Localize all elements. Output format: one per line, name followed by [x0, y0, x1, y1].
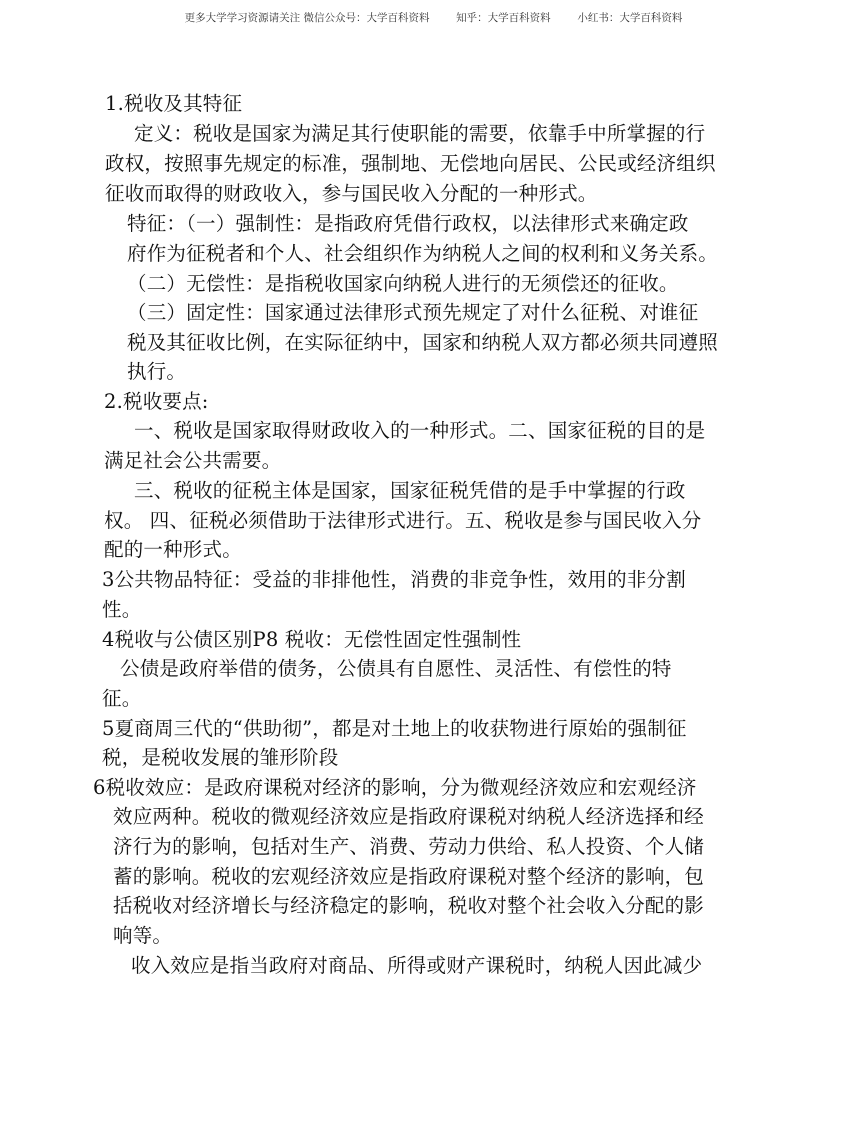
- text-line: 权。 四、征税必须借助于法律形式进行。五、税收是参与国民收入分: [104, 509, 702, 532]
- text-line: 效应两种。税收的微观经济效应是指政府课税对纳税人经济选择和经: [113, 805, 705, 828]
- text-line: 济行为的影响，包括对生产、消费、劳动力供给、私人投资、个人储: [113, 835, 705, 858]
- text-line: 征。: [102, 687, 142, 710]
- text-line: 3公共物品特征：受益的非排他性，消费的非竞争性，效用的非分割: [102, 568, 686, 591]
- text-line: 执行。: [127, 360, 187, 383]
- text-line: 府作为征税者和个人、社会组织作为纳税人之间的权利和义务关系。: [127, 242, 719, 265]
- text-line: 征收而取得的财政收入，参与国民收入分配的一种形式。: [105, 182, 598, 205]
- text-line: 6税收效应：是政府课税对经济的影响，分为微观经济效应和宏观经济: [93, 776, 697, 799]
- text-line: 1.税收及其特征: [105, 92, 243, 115]
- header-xiaohongshu: 小红书：大学百科资料: [577, 12, 683, 24]
- text-line: 税，是税收发展的雏形阶段: [102, 746, 339, 769]
- text-line: 税及其征收比例，在实际征纳中，国家和纳税人双方都必须共同遵照: [127, 331, 719, 354]
- text-line: 性。: [102, 598, 142, 621]
- text-line: 公债是政府举借的债务，公债具有自愿性、灵活性、有偿性的特: [120, 657, 672, 680]
- text-line: 收入效应是指当政府对商品、所得或财产课税时，纳税人因此减少: [131, 954, 703, 977]
- text-line: 定义：税收是国家为满足其行使职能的需要，依靠手中所掌握的行: [134, 122, 706, 145]
- text-line: 蓄的影响。税收的宏观经济效应是指政府课税对整个经济的影响，包: [113, 865, 705, 888]
- text-line: 配的一种形式。: [104, 538, 242, 561]
- page-header: [0, 10, 867, 25]
- text-line: 5夏商周三代的“供助彻”，都是对土地上的收获物进行原始的强制征: [102, 717, 687, 740]
- text-line: （三）固定性：国家通过法律形式预先规定了对什么征税、对谁征: [127, 301, 699, 324]
- text-line: 三、税收的征税主体是国家，国家征税凭借的是手中掌握的行政: [134, 479, 686, 502]
- text-line: 2.税收要点:: [104, 390, 209, 413]
- text-line: 括税收对经济增长与经济稳定的影响，税收对整个社会收入分配的影: [113, 894, 705, 917]
- text-line: （二）无偿性：是指税收国家向纳税人进行的无须偿还的征收。: [127, 272, 679, 295]
- text-line: 一、税收是国家取得财政收入的一种形式。二、国家征税的目的是: [134, 419, 706, 442]
- text-line: 4税收与公债区别P8 税收：无偿性固定性强制性: [102, 628, 522, 651]
- header-zhihu: 知乎：大学百科资料: [456, 12, 551, 24]
- text-line: 特征：（一）强制性：是指政府凭借行政权，以法律形式来确定政: [127, 212, 689, 235]
- text-line: 响等。: [113, 924, 173, 947]
- header-wechat: 更多大学学习资源请关注 微信公众号：大学百科资料: [184, 12, 430, 24]
- text-line: 政权，按照事先规定的标准，强制地、无偿地向居民、公民或经济组织: [105, 152, 716, 175]
- text-line: 满足社会公共需要。: [104, 449, 282, 472]
